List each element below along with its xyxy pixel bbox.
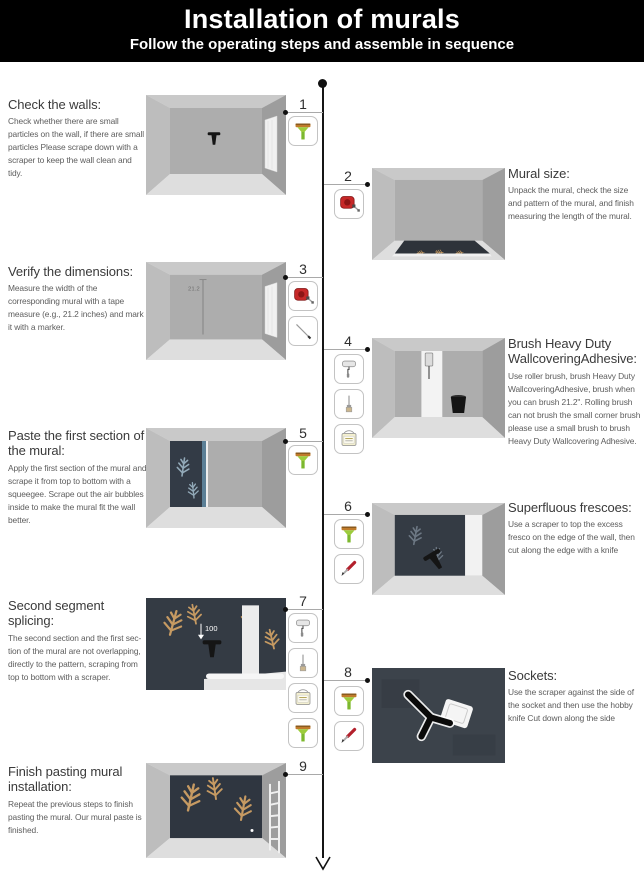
step-body: Unpack the mural, check the size and pattern of the mural, and finish measuring the length of the mural.	[508, 185, 634, 222]
step-heading: Second segment splicing:	[8, 598, 105, 629]
room-illustration	[372, 168, 505, 260]
icon-stack	[288, 445, 318, 475]
adhesive-bucket-icon	[288, 683, 318, 713]
step-illustration	[372, 668, 505, 763]
icon-stack	[334, 519, 364, 584]
step-body: Use a scraper to top the excess fresco on the edge of the wall, then cut along the edge with a knife	[508, 519, 635, 556]
step-heading: Brush Heavy Duty WallcoveringAdhesive:	[508, 336, 637, 367]
step-connector	[285, 774, 323, 775]
step-illustration	[372, 503, 505, 595]
tape-measure-icon	[288, 281, 318, 311]
step-connector	[285, 112, 323, 113]
step-heading: Superfluous frescoes:	[508, 500, 632, 515]
connector-dot	[283, 772, 288, 777]
step-heading: Mural size:	[508, 166, 570, 181]
connector-dot	[365, 347, 370, 352]
step-illustration	[146, 262, 286, 360]
step-text	[8, 97, 145, 180]
step-illustration	[146, 598, 286, 690]
step-illustration	[372, 168, 505, 260]
squeegee-icon	[288, 445, 318, 475]
icon-stack	[334, 686, 364, 751]
step-illustration	[146, 95, 286, 195]
step-number: 9	[299, 758, 307, 774]
step-heading: Sockets:	[508, 668, 558, 683]
connector-dot	[283, 275, 288, 280]
step-heading: Finish pasting mural installation:	[8, 764, 123, 795]
step-number: 1	[299, 96, 307, 112]
room-illustration	[146, 763, 286, 858]
step-text	[508, 166, 641, 223]
connector-dot	[365, 182, 370, 187]
connector-dot	[283, 439, 288, 444]
small-brush-icon	[288, 648, 318, 678]
step-connector	[285, 609, 323, 610]
step-connector	[324, 184, 368, 185]
icon-stack	[334, 189, 364, 219]
timeline	[322, 84, 324, 858]
step-text	[8, 598, 150, 684]
squeegee-icon	[288, 718, 318, 748]
step-number: 3	[299, 261, 307, 277]
small-brush-icon	[334, 389, 364, 419]
step-connector	[285, 277, 323, 278]
step-connector	[324, 680, 368, 681]
utility-knife-icon	[334, 554, 364, 584]
step-number: 2	[344, 168, 352, 184]
room-illustration	[146, 428, 286, 528]
step-body: The second section and the first sec-tion of the mural are not overlapping, directly to the pattern, scraping from top to bottom with a scraper.	[8, 632, 142, 682]
page-title: Installation of murals	[184, 4, 460, 34]
step-text	[508, 336, 644, 448]
step-body: Apply the first section of the mural and scrape it from top to bottom with a squeegee. Scrape out the air bubbles inside to make the mural fit the wall better.	[8, 462, 147, 525]
step-number: 7	[299, 593, 307, 609]
step-number: 6	[344, 498, 352, 514]
step-illustration	[146, 763, 286, 858]
step-heading: Verify the dimensions:	[8, 264, 133, 279]
room-illustration	[146, 262, 286, 360]
room-illustration	[146, 95, 286, 195]
icon-stack	[334, 354, 364, 454]
step-heading: Paste the first section of the mural:	[8, 428, 145, 459]
connector-dot	[365, 678, 370, 683]
paint-roller-icon	[288, 613, 318, 643]
step-connector	[285, 441, 323, 442]
step-number: 4	[344, 333, 352, 349]
connector-dot	[283, 607, 288, 612]
tape-measure-icon	[334, 189, 364, 219]
room-illustration	[372, 668, 505, 763]
room-illustration	[372, 338, 505, 438]
room-illustration	[146, 598, 286, 690]
step-body: Use roller brush, brush Heavy Duty WallcoveringAdhesive, brush when you can brush 21.2". Rolling brush can not brush the small corner brush please use a small brush to brush Heavy Duty Wallcovering Adhesive.	[508, 370, 641, 446]
step-body: Check whether there are small particles on the wall, if there are small particles Please scrape down with a scraper to keep the wall clean and tidy.	[8, 116, 145, 179]
step-text	[8, 264, 148, 334]
step-text	[8, 428, 148, 527]
step-body: Repeat the previous steps to finish pasting the mural. Our mural paste is finished.	[8, 798, 142, 835]
step-number: 5	[299, 425, 307, 441]
squeegee-icon	[288, 116, 318, 146]
timeline-arrow-icon	[314, 855, 332, 877]
page-subtitle: Follow the operating steps and assemble in sequence	[129, 36, 515, 53]
room-illustration	[372, 503, 505, 595]
icon-stack	[288, 116, 318, 146]
timeline-start-dot	[318, 79, 327, 88]
icon-stack	[288, 613, 318, 748]
marker-pen-icon	[288, 316, 318, 346]
header-banner	[0, 0, 644, 62]
step-number: 8	[344, 664, 352, 680]
svg-text:100: 100	[205, 624, 218, 634]
step-illustration	[372, 338, 505, 438]
step-heading: Check the walls:	[8, 97, 102, 112]
svg-text:21.2: 21.2	[188, 286, 200, 293]
step-body: Use the scraper against the side of the socket and then use the hobby knife Cut down along the side	[508, 687, 634, 724]
step-connector	[324, 349, 368, 350]
step-illustration	[146, 428, 286, 528]
step-body: Measure the width of the corresponding mural with a tape measure (e.g., 21.2 inches) and mark it with a marker.	[8, 283, 144, 333]
step-text	[8, 764, 148, 837]
connector-dot	[283, 110, 288, 115]
step-text	[508, 668, 641, 725]
utility-knife-icon	[334, 721, 364, 751]
step-connector	[324, 514, 368, 515]
adhesive-bucket-icon	[334, 424, 364, 454]
connector-dot	[365, 512, 370, 517]
step-text	[508, 500, 641, 557]
icon-stack	[288, 281, 318, 346]
paint-roller-icon	[334, 354, 364, 384]
squeegee-icon	[334, 519, 364, 549]
squeegee-icon	[334, 686, 364, 716]
